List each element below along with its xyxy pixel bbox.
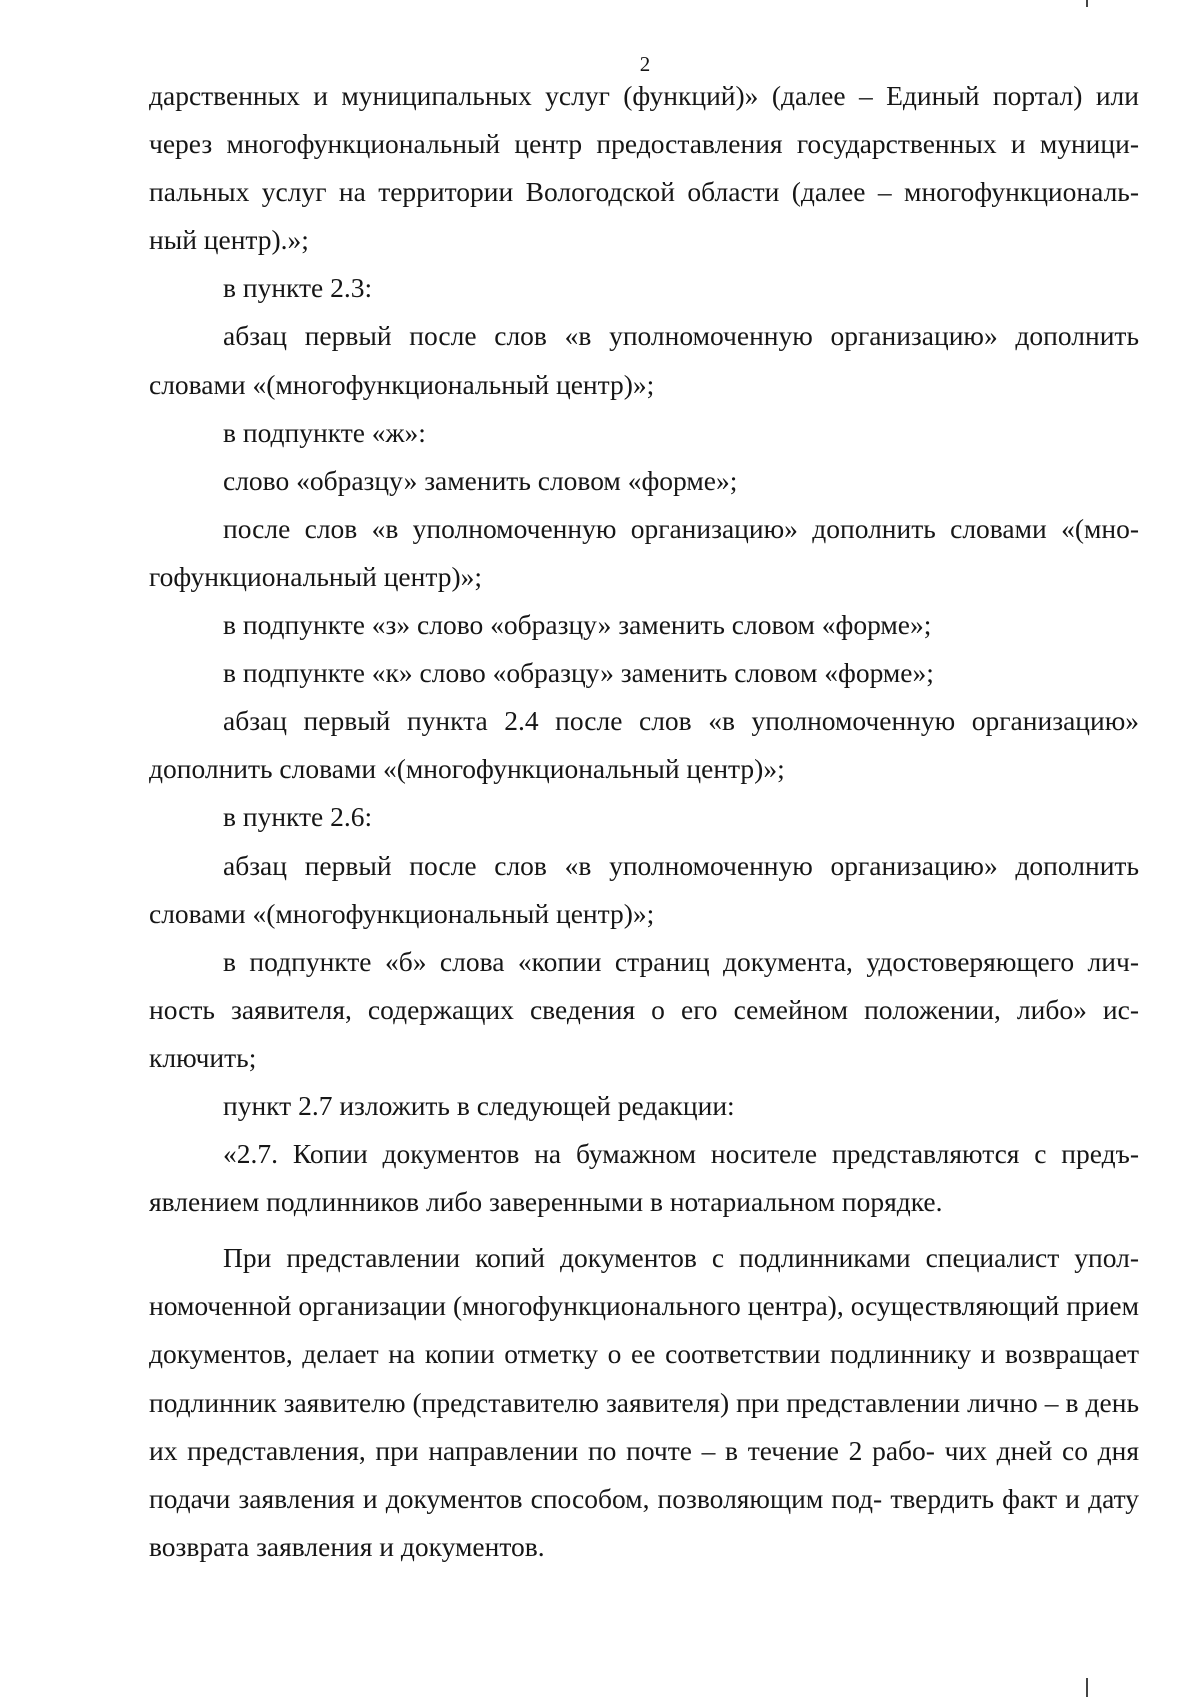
paragraph-amendment <box>149 842 1139 938</box>
text-line: При представлении копий документов с подлинниками специалист упол- <box>223 1242 1139 1274</box>
paragraph-item-2-7 <box>149 1082 1139 1130</box>
text-line: пальных услуг на территории Вологодской области (далее – многофункциональ- <box>149 176 1139 208</box>
text-line: в подпункте «з» слово «образцу» заменить словом «форме»; <box>223 609 932 641</box>
text-line: ключить; <box>149 1041 257 1073</box>
paragraph-amendment <box>149 505 1139 601</box>
text-line: в пункте 2.6: <box>223 801 373 833</box>
text-line: «2.7. Копии документов на бумажном носителе представляются с предъ- <box>223 1138 1139 1170</box>
paragraph-subitem-zh <box>149 409 1139 457</box>
text-line: в подпункте «к» слово «образцу» заменить словом «форме»; <box>223 657 934 689</box>
document-body <box>149 72 1139 1571</box>
text-line: чих дней со дня подачи заявления и документов способом, позволяющим под- <box>149 1434 1140 1514</box>
paragraph-new-text-copies <box>149 1234 1139 1571</box>
text-line: после слов «в уполномоченную организацию» дополнить словами «(мно- <box>223 512 1139 544</box>
paragraph-amendment <box>149 312 1139 408</box>
text-line: ность заявителя, содержащих сведения о его семейном положении, либо» ис- <box>149 993 1139 1025</box>
text-line: в подпункте «б» слова «копии страниц документа, удостоверяющего лич- <box>223 945 1139 977</box>
text-line: возвращает подлинник заявителю (представителю заявителя) при представлении <box>149 1338 1139 1418</box>
text-line: дополнить словами «(многофункциональный центр)»; <box>149 753 785 785</box>
page-number: 2 <box>639 52 651 76</box>
text-line: в подпункте «ж»: <box>223 416 426 448</box>
paragraph-new-text-2-7 <box>149 1130 1139 1226</box>
text-line: в пункте 2.3: <box>223 272 373 304</box>
text-line: дарственных и муниципальных услуг (функций)» (далее – Единый портал) или <box>149 80 1139 111</box>
paragraph-item-2-6 <box>149 793 1139 841</box>
text-line: лично – в день их представления, при направлении по почте – в течение 2 рабо- <box>149 1386 1139 1466</box>
text-line: гофункциональный центр)»; <box>149 560 482 592</box>
text-line: прием документов, делает на копии отметку о ее соответствии подлиннику и <box>149 1290 1139 1370</box>
paragraph-item-2-3 <box>149 264 1139 312</box>
text-line: абзац первый пункта 2.4 после слов «в уполномоченную организацию» <box>223 705 1139 737</box>
paragraph-continuation <box>149 72 1139 264</box>
text-line: через многофункциональный центр предоставления государственных и муници- <box>149 128 1139 160</box>
text-line: абзац первый после слов «в уполномоченную организацию» дополнить <box>223 320 1139 352</box>
text-line: абзац первый после слов «в уполномоченную организацию» дополнить <box>223 849 1139 881</box>
text-line: твердить факт и дату возврата заявления и документов. <box>149 1482 1140 1562</box>
scan-corner-mark <box>1086 0 1088 7</box>
paragraph-subitem-z <box>149 601 1139 649</box>
text-line: пункт 2.7 изложить в следующей редакции: <box>223 1089 735 1121</box>
text-line: словами «(многофункциональный центр)»; <box>149 368 655 400</box>
paragraph-item-2-4 <box>149 697 1139 793</box>
text-line: слово «образцу» заменить словом «форме»; <box>223 464 738 496</box>
text-line: явлением подлинников либо заверенными в нотариальном порядке. <box>149 1186 943 1218</box>
paragraph-amendment <box>149 457 1139 505</box>
scan-corner-mark <box>1086 1678 1088 1697</box>
text-line: словами «(многофункциональный центр)»; <box>149 897 655 929</box>
text-line: номоченной организации (многофункционального центра), осуществляющий <box>149 1290 1060 1322</box>
paragraph-subitem-k <box>149 649 1139 697</box>
paragraph-subitem-b <box>149 938 1139 1082</box>
text-line: ный центр).»; <box>149 224 309 256</box>
